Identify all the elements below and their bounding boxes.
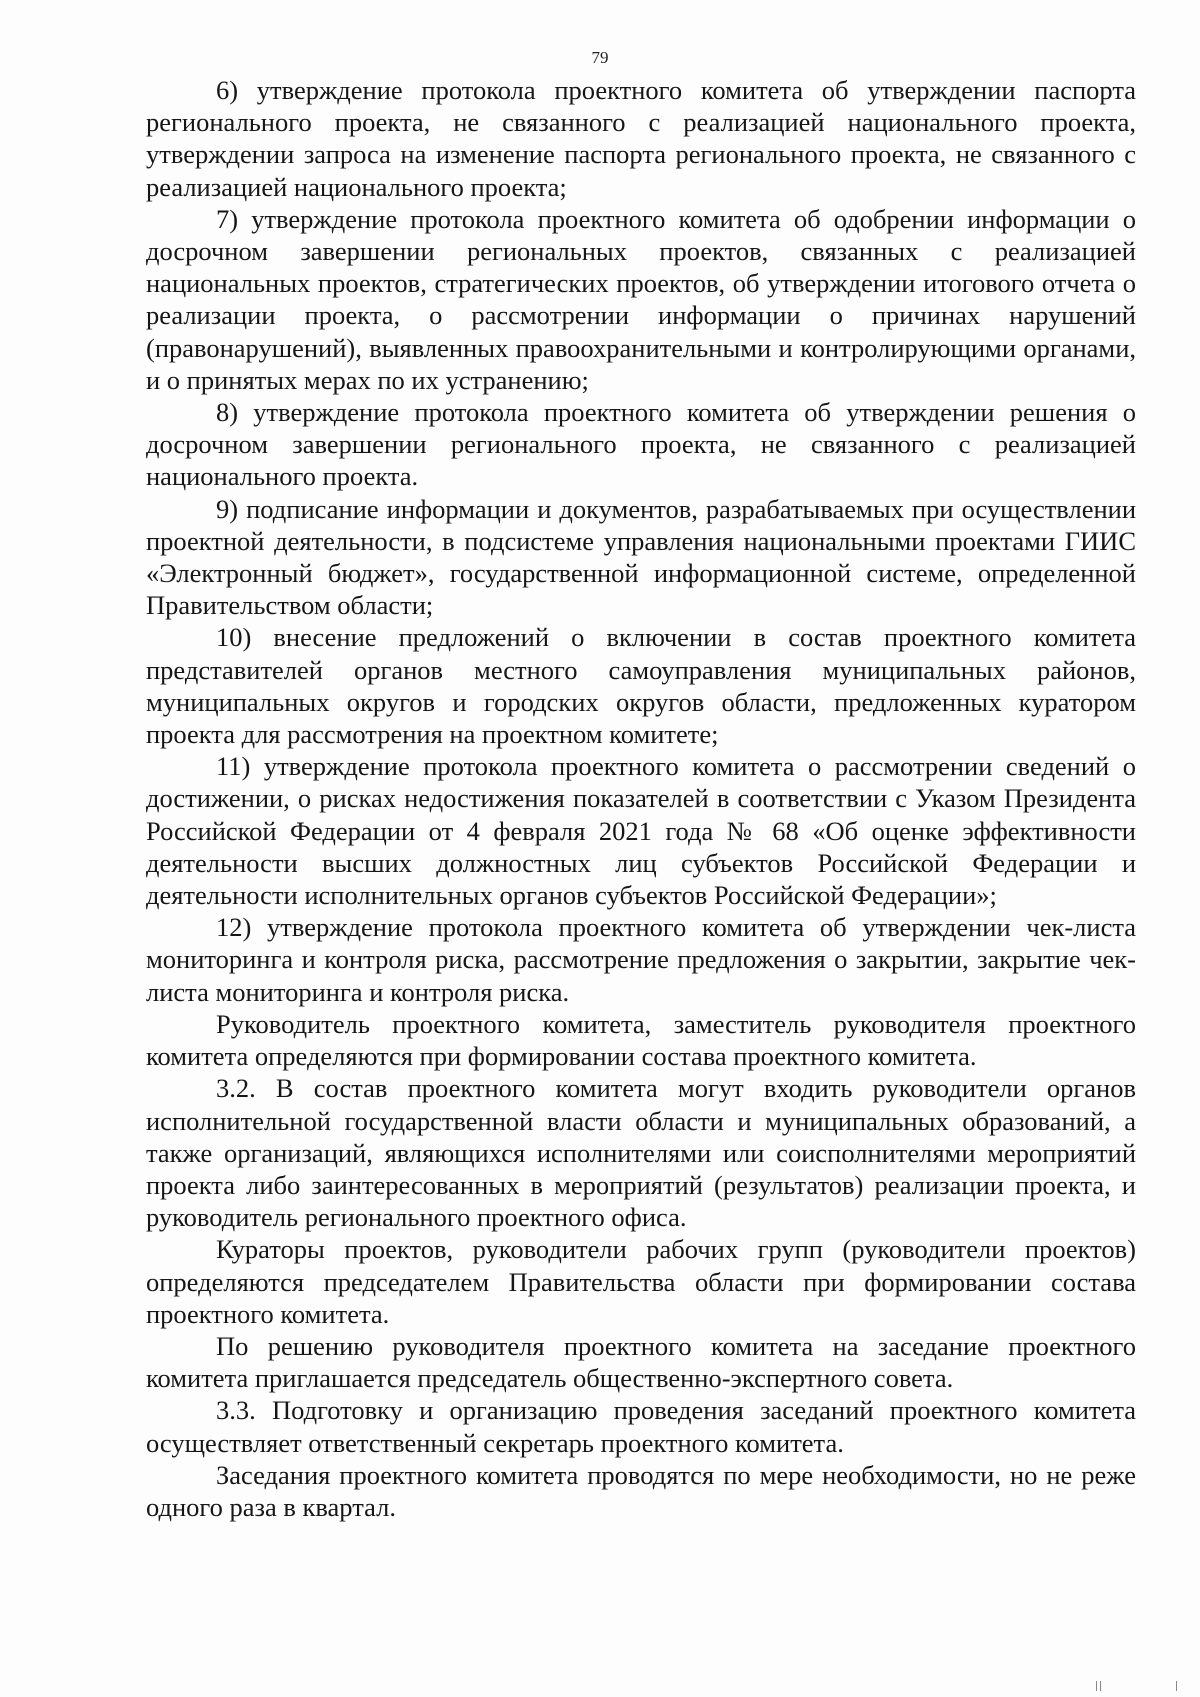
paragraph-meetings-frequency: Заседания проектного комитета проводятся по мере необходимости, но не реже одного раза в квартал.: [146, 1459, 1136, 1522]
scan-artifact-mark: [1096, 1681, 1097, 1691]
page-number: 79: [591, 48, 609, 67]
paragraph-section-3-3: 3.3. Подготовку и организацию проведения заседаний проектного комитета осуществляет ответственный секретарь проектного комитета.: [146, 1395, 1136, 1458]
paragraph-committee-heads: Руководитель проектного комитета, заместитель руководителя проектного комитета определяются при формировании состава проектного комитета.: [146, 1008, 1136, 1072]
scan-artifact-mark: [1176, 1681, 1177, 1691]
paragraph-item-10: 10) внесение предложений о включении в состав проектного комитета представителей органов местного самоуправления муниципальных районов, муниципальных округов и городских округов области, предложенных куратором проекта для рассмотрения на проектном комитете;: [146, 622, 1136, 750]
paragraph-item-11: 11) утверждение протокола проектного комитета о рассмотрении сведений о достижении, о рисках недостижения показателей в соответствии с Указом Президента Российской Федерации от 4 февраля 2021 года № 68 «Об оценке эффективности деятельности высших должностных лиц субъектов Российской Федерации и деятельности исполнительных органов субъектов Российской Федерации»;: [146, 751, 1136, 911]
paragraph-item-6: 6) утверждение протокола проектного комитета об утверждении паспорта регионального проекта, не связанного с реализацией национального проекта, утверждении запроса на изменение паспорта регионального проекта, не связанного с реализацией национального проекта;: [146, 75, 1136, 202]
paragraph-item-8: 8) утверждение протокола проектного комитета об утверждении решения о досрочном завершении регионального проекта, не связанного с реализацией национального проекта.: [146, 397, 1136, 492]
scan-artifact-mark: [1100, 1681, 1101, 1691]
paragraph-section-3-2: 3.2. В состав проектного комитета могут входить руководители органов исполнительной государственной власти области и муниципальных образований, а также организаций, являющихся исполнителями или соисполнителями мероприятий проекта либо заинтересованных в мероприятий (результатов) реализации проекта, и руководитель регионального проектного офиса.: [146, 1073, 1136, 1233]
paragraph-curators: Кураторы проектов, руководители рабочих групп (руководители проектов) определяются председателем Правительства области при формировании состава проектного комитета.: [146, 1234, 1136, 1329]
paragraph-item-9: 9) подписание информации и документов, разрабатываемых при осуществлении проектной деятельности, в подсистеме управления национальными проектами ГИИС «Электронный бюджет», государственной информационной системе, определенной Правительством области;: [146, 493, 1136, 621]
paragraph-invitation: По решению руководителя проектного комитета на заседание проектного комитета приглашается председатель общественно-экспертного совета.: [146, 1330, 1136, 1394]
paragraph-item-7: 7) утверждение протокола проектного комитета об одобрении информации о досрочном завершении региональных проектов, связанных с реализацией национальных проектов, стратегических проектов, об утверждении итогового отчета о реализации проекта, о рассмотрении информации о причинах нарушений (правонарушений), выявленных правоохранительными и контролирующими органами, и о принятых мерах по их устранению;: [146, 203, 1136, 395]
document-body: [146, 74, 1136, 1523]
paragraph-item-12: 12) утверждение протокола проектного комитета об утверждении чек-листа мониторинга и контроля риска, рассмотрение предложения о закрытии, закрытие чек-листа мониторинга и контроля риска.: [146, 912, 1136, 1007]
